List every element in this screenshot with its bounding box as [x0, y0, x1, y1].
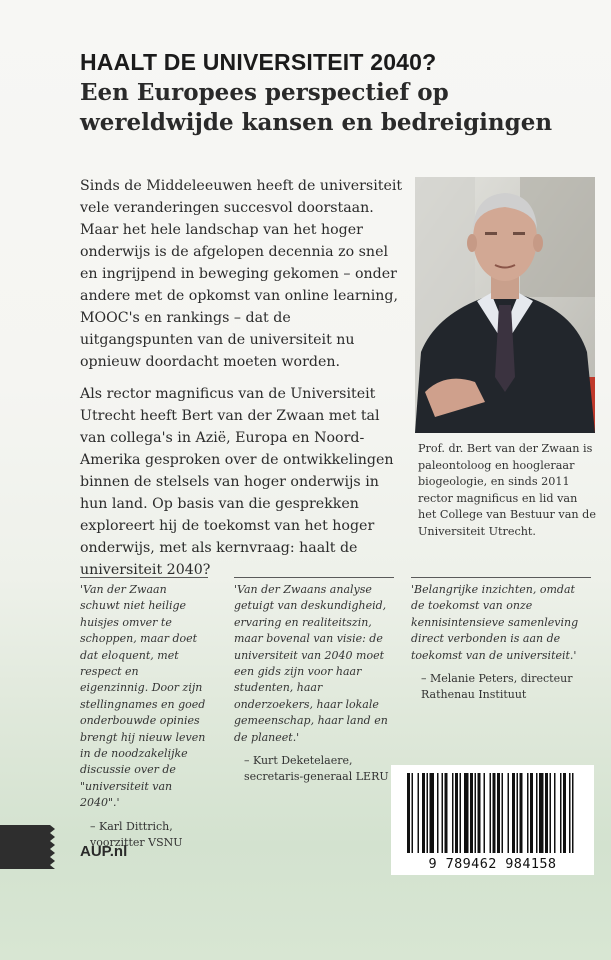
review-quote [80, 577, 208, 852]
barcode-bars [391, 765, 594, 857]
barcode-bar [445, 773, 448, 853]
barcode-bar [475, 773, 477, 853]
barcode-bar [427, 773, 429, 853]
barcode-number: 9 789462 984158 [428, 856, 557, 872]
quote-attribution: – Karl Dittrich, voorzitter VSNU [90, 819, 183, 850]
barcode-bar [455, 773, 458, 853]
blurb-paragraph: Als rector magnificus van de Universiteit Utrecht heeft Bert van der Zwaan met tal van collega's in Azië, Europa en Noord-Amerika gesproken over de ontwikkelingen binnen de stelsels van hoger onderwijs in hun land. Op basis van die gesprekken exploreert hij de toekomst van het hoger onderwijs, met als kernvraag: haalt de universiteit 2040? [80, 386, 394, 578]
barcode-bar [484, 773, 486, 853]
barcode-bar [512, 773, 515, 853]
barcode-bar [569, 773, 571, 853]
quote-divider [234, 577, 394, 578]
quote-attribution: – Melanie Peters, directeur Rathenau Instituut [421, 672, 573, 702]
barcode-bar [536, 773, 538, 853]
book-title: HAALT DE UNIVERSITEIT 2040? [80, 49, 437, 75]
review-quote [411, 577, 591, 704]
barcode-bar [560, 773, 562, 853]
barcode-bar [517, 773, 519, 853]
barcode-bar [422, 773, 425, 853]
barcode-bar [545, 773, 548, 853]
barcode-bar [493, 773, 496, 853]
author-caption: Prof. dr. Bert van der Zwaan is paleontoloog en hoogleraar biogeologie, en sinds 2011 rector magnificus en lid van het College van Bestuur van de Universiteit Utrecht. [418, 442, 596, 538]
barcode-bar [502, 773, 504, 853]
isbn-barcode [391, 765, 594, 875]
publisher-tab-mark [0, 825, 55, 869]
barcode-bar [418, 773, 420, 853]
quote-text: 'Van der Zwaans analyse getuigt van deskundigheid, ervaring en realiteitszin, maar bovenal van visie: de universiteit van 2040 moet een gids zijn voor haar studenten, haar onderzoekers, haar lokale gemeenschap, haar land en de planeet.' [234, 583, 388, 744]
blurb-paragraph: Sinds de Middeleeuwen heeft de universiteit vele veranderingen succesvol doorstaan. Maar het hele landschap van het hoger onderwijs is de afgelopen decennia zo snel en ingrijpend in beweging gekomen – onder andere met de opkomst van online learning, MOOC's en rankings – dat de uitgangspunten van de universiteit nu opnieuw doordacht moeten worden. [80, 178, 403, 370]
publisher-url: AUP.nl [80, 843, 128, 860]
barcode-bar [508, 773, 510, 853]
barcode-bar [530, 773, 533, 853]
blurb [80, 175, 405, 591]
barcode-bar [554, 773, 556, 853]
quote-divider [411, 577, 591, 578]
book-subtitle: Een Europees perspectief op wereldwijde kansen en bedreigingen [80, 79, 553, 136]
quote-attribution: – Kurt Deketelaere, secretaris-generaal LERU [244, 754, 389, 784]
barcode-bar [437, 773, 439, 853]
barcode-bar [464, 773, 469, 853]
barcode-bar [460, 773, 462, 853]
barcode-bar [430, 773, 435, 853]
barcode-bar [478, 773, 481, 853]
barcode-bar [572, 773, 574, 853]
barcode-bar [539, 773, 544, 853]
barcode-bar [412, 773, 414, 853]
barcode-bar [452, 773, 454, 853]
barcode-bar [550, 773, 552, 853]
barcode-bar [470, 773, 473, 853]
barcode-bar [527, 773, 529, 853]
barcode-bar [563, 773, 566, 853]
review-quote [234, 577, 394, 786]
barcode-bar [407, 773, 410, 853]
quote-divider [80, 577, 208, 578]
quote-text: 'Belangrijke inzichten, omdat de toekomst van onze kennisintensieve samenleving direct verbonden is aan de toekomst van de universiteit.' [411, 583, 579, 662]
barcode-bar [497, 773, 500, 853]
barcode-bar [520, 773, 523, 853]
barcode-bar [490, 773, 492, 853]
author-photo [415, 177, 595, 433]
barcode-bar [442, 773, 444, 853]
author-portrait-image [415, 177, 595, 433]
quote-text: 'Van der Zwaan schuwt niet heilige huisjes omver te schoppen, maar doet dat eloquent, met respect en eigenzinnig. Door zijn stellingnames en goed onderbouwde opinies brengt hij nieuw leven in de noodzakelijke discussie over de "universiteit van 2040".' [80, 583, 206, 810]
